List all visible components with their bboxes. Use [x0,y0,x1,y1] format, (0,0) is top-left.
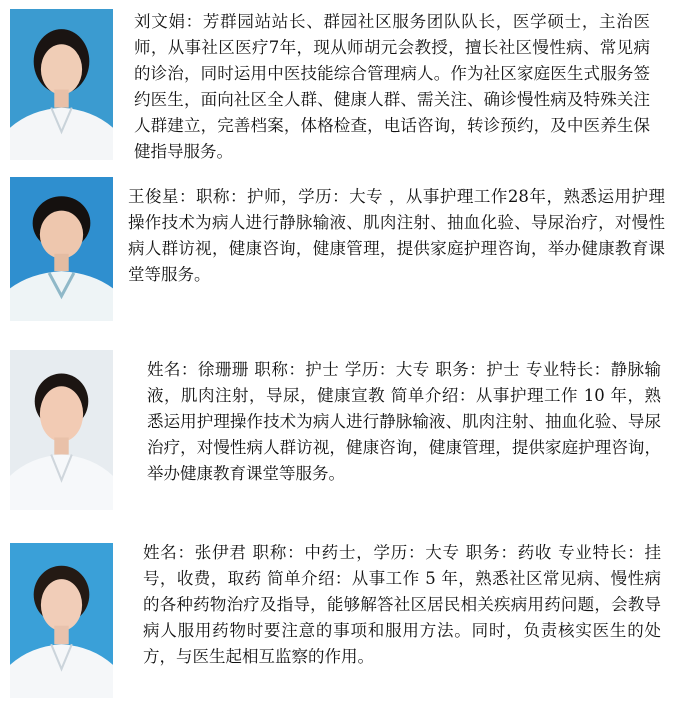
staff-bio-text: 姓名：张伊君 职称：中药士，学历：大专 职务：药收 专业特长：挂号，收费，取药 简单介绍：从事工作 5 年，熟悉社区常见病、慢性病的各种药物治疗及指导，能够解答社区居民相关疾病用药问题，会教导病人服用药物时要注意的事项和服用方法。同时，负责核实医生的处方，与医生起相互监察的作用。 [143,543,661,666]
staff-photo-2 [10,177,113,321]
staff-bio-1 [134,9,650,165]
portrait-icon [10,177,113,321]
staff-bio-text: 姓名：徐珊珊 职称：护士 学历：大专 职务：护士 专业特长：静脉输液，肌肉注射，导尿，健康宣教 简单介绍：从事护理工作 10 年，熟悉运用护理操作技术为病人进行静脉输液、肌肉注射、抽血化验、导尿治疗，对慢性病人群访视，健康咨询，健康管理，提供家庭护理咨询，举办健康教育课堂等服务。 [147,360,661,483]
staff-bio-2 [128,184,665,288]
staff-bio-text: 刘文娟：芳群园站站长、群园社区服务团队队长，医学硕士，主治医师，从事社区医疗7年，现从师胡元会教授，擅长社区慢性病、常见病的诊治，同时运用中医技能综合管理病人。作为社区家庭医生式服务签约医生，面向社区全人群、健康人群、需关注、确诊慢性病及特殊关注人群建立，完善档案，体格检查，电话咨询，转诊预约，及中医养生保健指导服务。 [134,12,650,161]
staff-bio-4 [143,540,661,670]
portrait-icon [10,543,113,698]
portrait-icon [10,350,113,510]
staff-photo-4 [10,543,113,698]
staff-photo-3 [10,350,113,510]
portrait-icon [10,9,113,160]
staff-bio-3 [147,357,661,487]
staff-photo-1 [10,9,113,160]
staff-bio-text: 王俊星：职称：护师，学历：大专 ，从事护理工作28年，熟悉运用护理操作技术为病人进行静脉输液、肌肉注射、抽血化验、导尿治疗，对慢性病人群访视，健康咨询，健康管理，提供家庭护理咨询，举办健康教育课堂等服务。 [128,187,665,284]
